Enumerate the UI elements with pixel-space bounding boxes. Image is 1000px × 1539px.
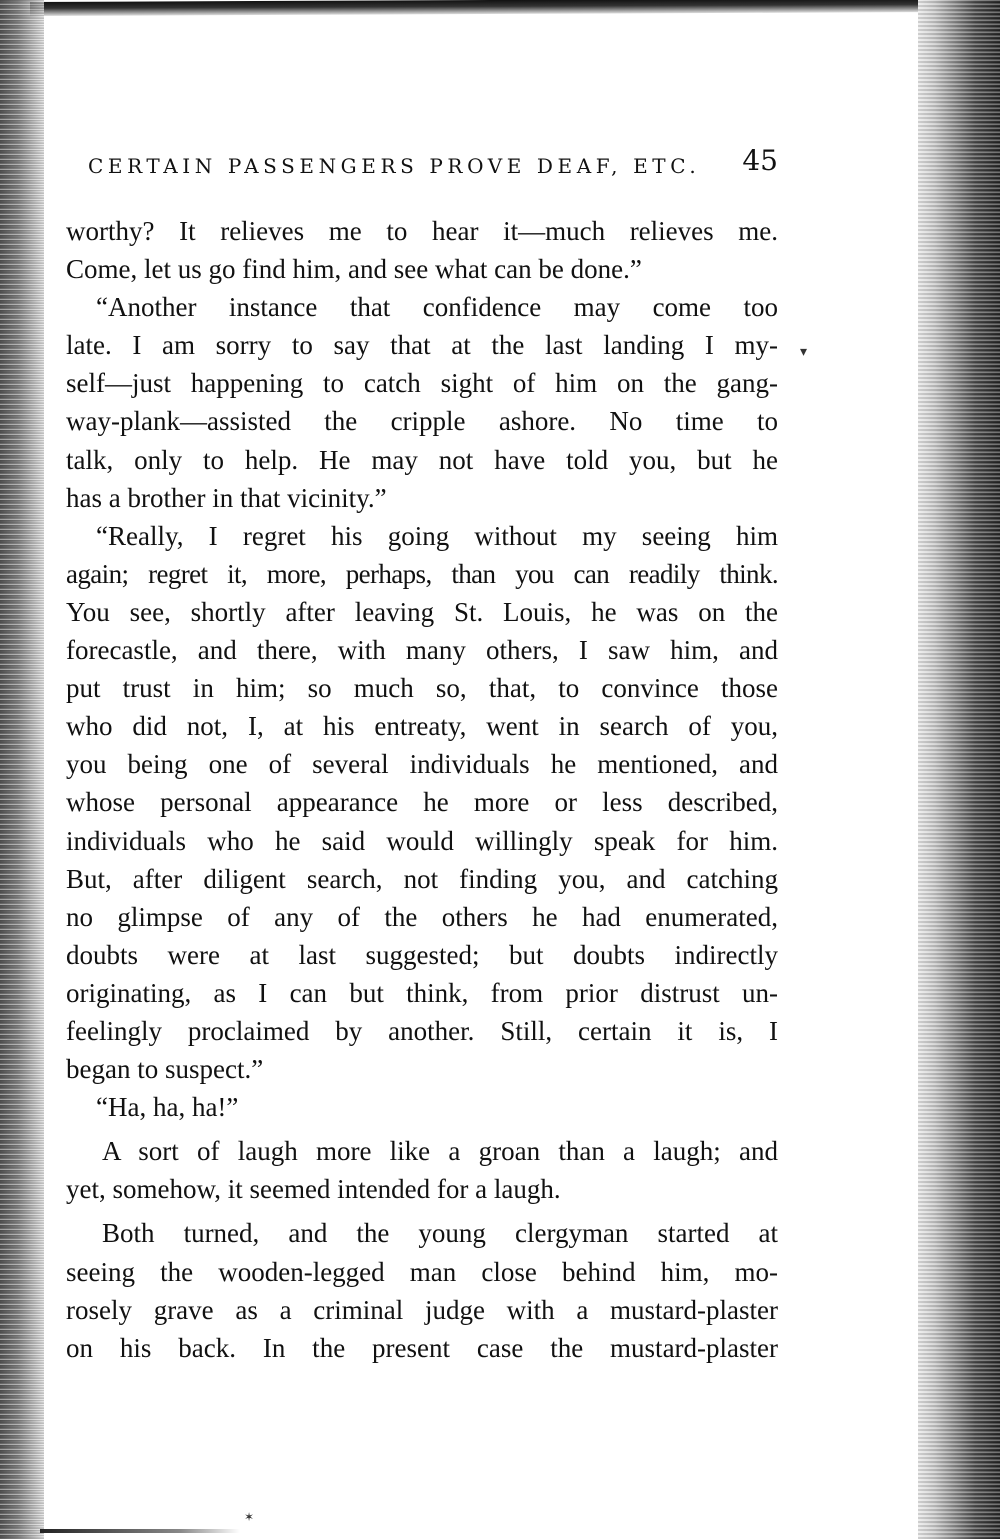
text-line: doubts were at last suggested; but doubts indirectly	[66, 939, 778, 970]
text-line: “Ha, ha, ha!”	[96, 1092, 239, 1123]
text-line: A sort of laugh more like a groan than a laugh; and	[102, 1136, 778, 1167]
text-line: self—just happening to catch sight of him on the gang-	[66, 368, 778, 399]
text-line: originating, as I can but think, from prior distrust un-	[66, 977, 778, 1008]
text-line: Both turned, and the young clergyman started at	[102, 1218, 778, 1249]
text-body	[66, 212, 778, 1367]
text-line: “Another instance that confidence may come too	[96, 292, 778, 323]
text-line: “Really, I regret his going without my seeing him	[96, 520, 778, 551]
text-line: Come, let us go find him, and see what can be done.”	[66, 254, 642, 285]
text-line: feelingly proclaimed by another. Still, certain it is, I	[66, 1015, 778, 1046]
text-line: on his back. In the present case the mustard-plaster	[66, 1332, 778, 1363]
text-line: But, after diligent search, not finding you, and catching	[66, 863, 778, 894]
page-top-edge-shadow	[30, 0, 950, 16]
text-line: way-plank—assisted the cripple ashore. No time to	[66, 406, 778, 437]
text-line: worthy? It relieves me to hear it—much relieves me.	[66, 216, 778, 246]
text-line: yet, somehow, it seemed intended for a laugh.	[66, 1174, 561, 1205]
bottom-speck-icon: ✶	[244, 1510, 255, 1524]
text-line: You see, shortly after leaving St. Louis, he was on the	[66, 596, 778, 627]
page-stack-edge	[918, 0, 1000, 1539]
text-line: seeing the wooden-legged man close behind him, mo-	[66, 1256, 778, 1287]
text-line: individuals who he said would willingly speak for him.	[66, 825, 778, 856]
text-line: rosely grave as a criminal judge with a mustard-plaster	[66, 1294, 778, 1325]
text-line: talk, only to help. He may not have told you, but he	[66, 444, 778, 475]
text-line: put trust in him; so much so, that, to convince those	[66, 673, 778, 704]
text-line: late. I am sorry to say that at the last landing I my-	[66, 330, 778, 361]
bottom-scan-mark	[40, 1529, 240, 1533]
margin-speck-icon: ▾	[800, 344, 808, 360]
text-line: who did not, I, at his entreaty, went in search of you,	[66, 711, 778, 742]
text-line: you being one of several individuals he mentioned, and	[66, 749, 778, 780]
text-line: again; regret it, more, perhaps, than you can readily think.	[66, 558, 778, 589]
text-line: began to suspect.”	[66, 1054, 264, 1085]
text-line: has a brother in that vicinity.”	[66, 482, 387, 513]
book-spine-edge	[0, 0, 44, 1539]
text-line: no glimpse of any of the others he had enumerated,	[66, 901, 778, 932]
page-number: 45	[742, 144, 778, 177]
text-line: forecastle, and there, with many others, I saw him, and	[66, 635, 778, 666]
text-line: whose personal appearance he more or less described,	[66, 787, 778, 818]
running-title: CERTAIN PASSENGERS PROVE DEAF, ETC.	[88, 154, 701, 178]
